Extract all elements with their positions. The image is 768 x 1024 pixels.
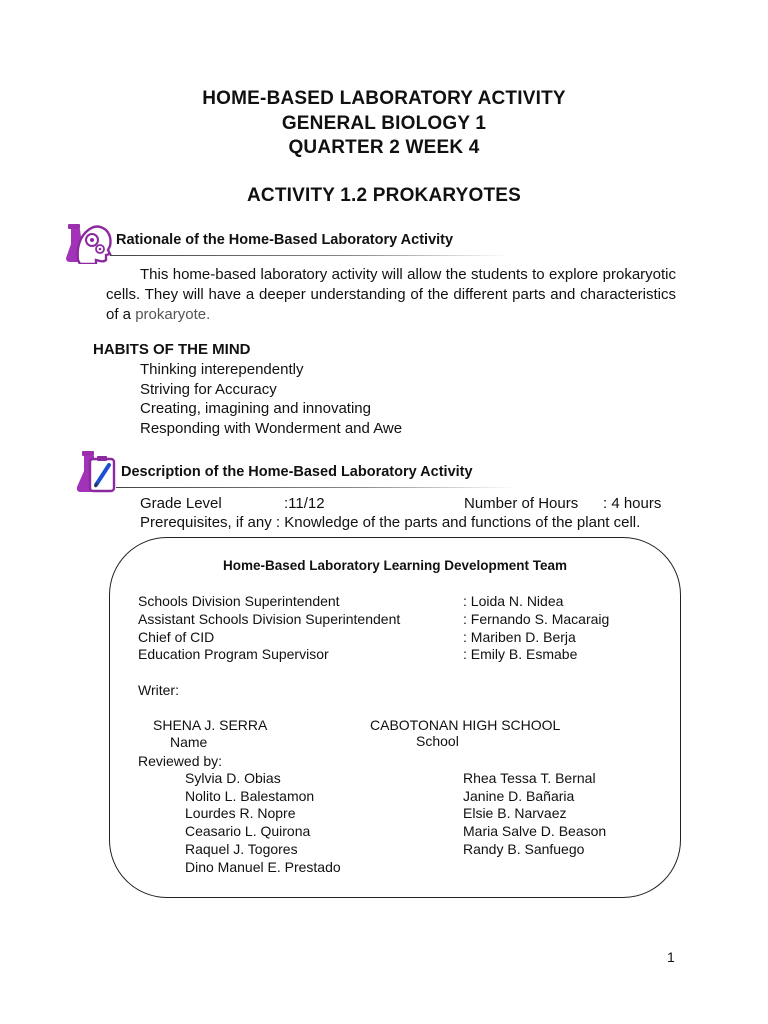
- title-line-2: GENERAL BIOLOGY 1: [281, 113, 487, 134]
- prerequisites: Prerequisites, if any : Knowledge of the parts and functions of the plant cell.: [140, 514, 641, 531]
- role-name: : Fernando S. Macaraig: [463, 610, 610, 627]
- page-number: 1: [667, 949, 675, 965]
- reviewer-name: Rhea Tessa T. Bernal: [463, 770, 596, 786]
- reviewer-name: Nolito L. Balestamon: [185, 787, 315, 804]
- habit-item: Striving for Accuracy: [140, 380, 277, 398]
- reviewer-name: Lourdes R. Nopre: [185, 805, 296, 822]
- description-heading: Description of the Home-Based Laboratory Activity: [121, 464, 473, 480]
- writer-school-caption: School: [416, 733, 459, 749]
- habits-heading: HABITS OF THE MIND: [93, 341, 251, 358]
- writer-name-caption: Name: [170, 734, 208, 750]
- role-label: Schools Division Superintendent: [138, 593, 340, 609]
- rationale-heading: Rationale of the Home-Based Laboratory Activity: [116, 232, 454, 248]
- role-name: : Loida N. Nidea: [463, 593, 564, 609]
- habit-item: Responding with Wonderment and Awe: [140, 419, 403, 437]
- reviewer-name: Elsie B. Narvaez: [463, 805, 567, 822]
- description-underline: [116, 487, 516, 488]
- reviewers-left: [185, 770, 341, 876]
- hours-label: Number of Hours: [464, 495, 579, 512]
- reviewer-name: Maria Salve D. Beason: [463, 823, 607, 840]
- team-role-names: [463, 593, 609, 664]
- role-name: : Emily B. Esmabe: [463, 646, 578, 663]
- habit-item: Creating, imagining and innovating: [140, 400, 371, 417]
- reviewer-name: Janine D. Bañaria: [463, 787, 575, 804]
- rationale-paragraph: [106, 265, 676, 325]
- reviewer-name: Dino Manuel E. Prestado: [185, 858, 341, 875]
- gear-head-icon: [66, 220, 112, 264]
- reviewer-name: Randy B. Sanfuego: [463, 840, 585, 857]
- rationale-highlight: prokaryote.: [135, 306, 211, 323]
- reviewer-name: Raquel J. Togores: [185, 840, 298, 857]
- reviewer-name: Sylvia D. Obias: [185, 770, 281, 786]
- team-heading: Home-Based Laboratory Learning Development Team: [222, 558, 568, 573]
- hours-value: : 4 hours: [603, 495, 662, 512]
- title-line-3: QUARTER 2 WEEK 4: [288, 137, 480, 158]
- role-name: : Mariben D. Berja: [463, 628, 576, 645]
- habit-item: Thinking interependently: [140, 361, 304, 378]
- role-label: Education Program Supervisor: [138, 646, 329, 663]
- rationale-text: This home-based laboratory activity will allow the students to explore prokaryotic cells. They will have a deeper understanding of the different parts and characteristics of a: [106, 266, 676, 323]
- activity-title: ACTIVITY 1.2 PROKARYOTES: [246, 185, 522, 206]
- writer-school: CABOTONAN HIGH SCHOOL: [370, 717, 561, 733]
- grade-level-value: :11/12: [284, 495, 325, 512]
- title-line-1: HOME-BASED LABORATORY ACTIVITY: [202, 88, 566, 109]
- role-label: Assistant Schools Division Superintendent: [138, 610, 401, 627]
- grade-level-label: Grade Level: [140, 495, 222, 512]
- reviewed-label: Reviewed by:: [138, 753, 223, 769]
- habits-list: [140, 360, 402, 438]
- writer-label: Writer:: [138, 682, 179, 698]
- role-label: Chief of CID: [138, 628, 215, 645]
- writer-name: SHENA J. SERRA: [153, 717, 268, 733]
- team-roles: [138, 593, 400, 664]
- flask-pencil-icon: [76, 449, 122, 495]
- reviewer-name: Ceasario L. Quirona: [185, 823, 311, 840]
- rationale-underline: [110, 255, 510, 256]
- reviewers-right: [463, 770, 606, 859]
